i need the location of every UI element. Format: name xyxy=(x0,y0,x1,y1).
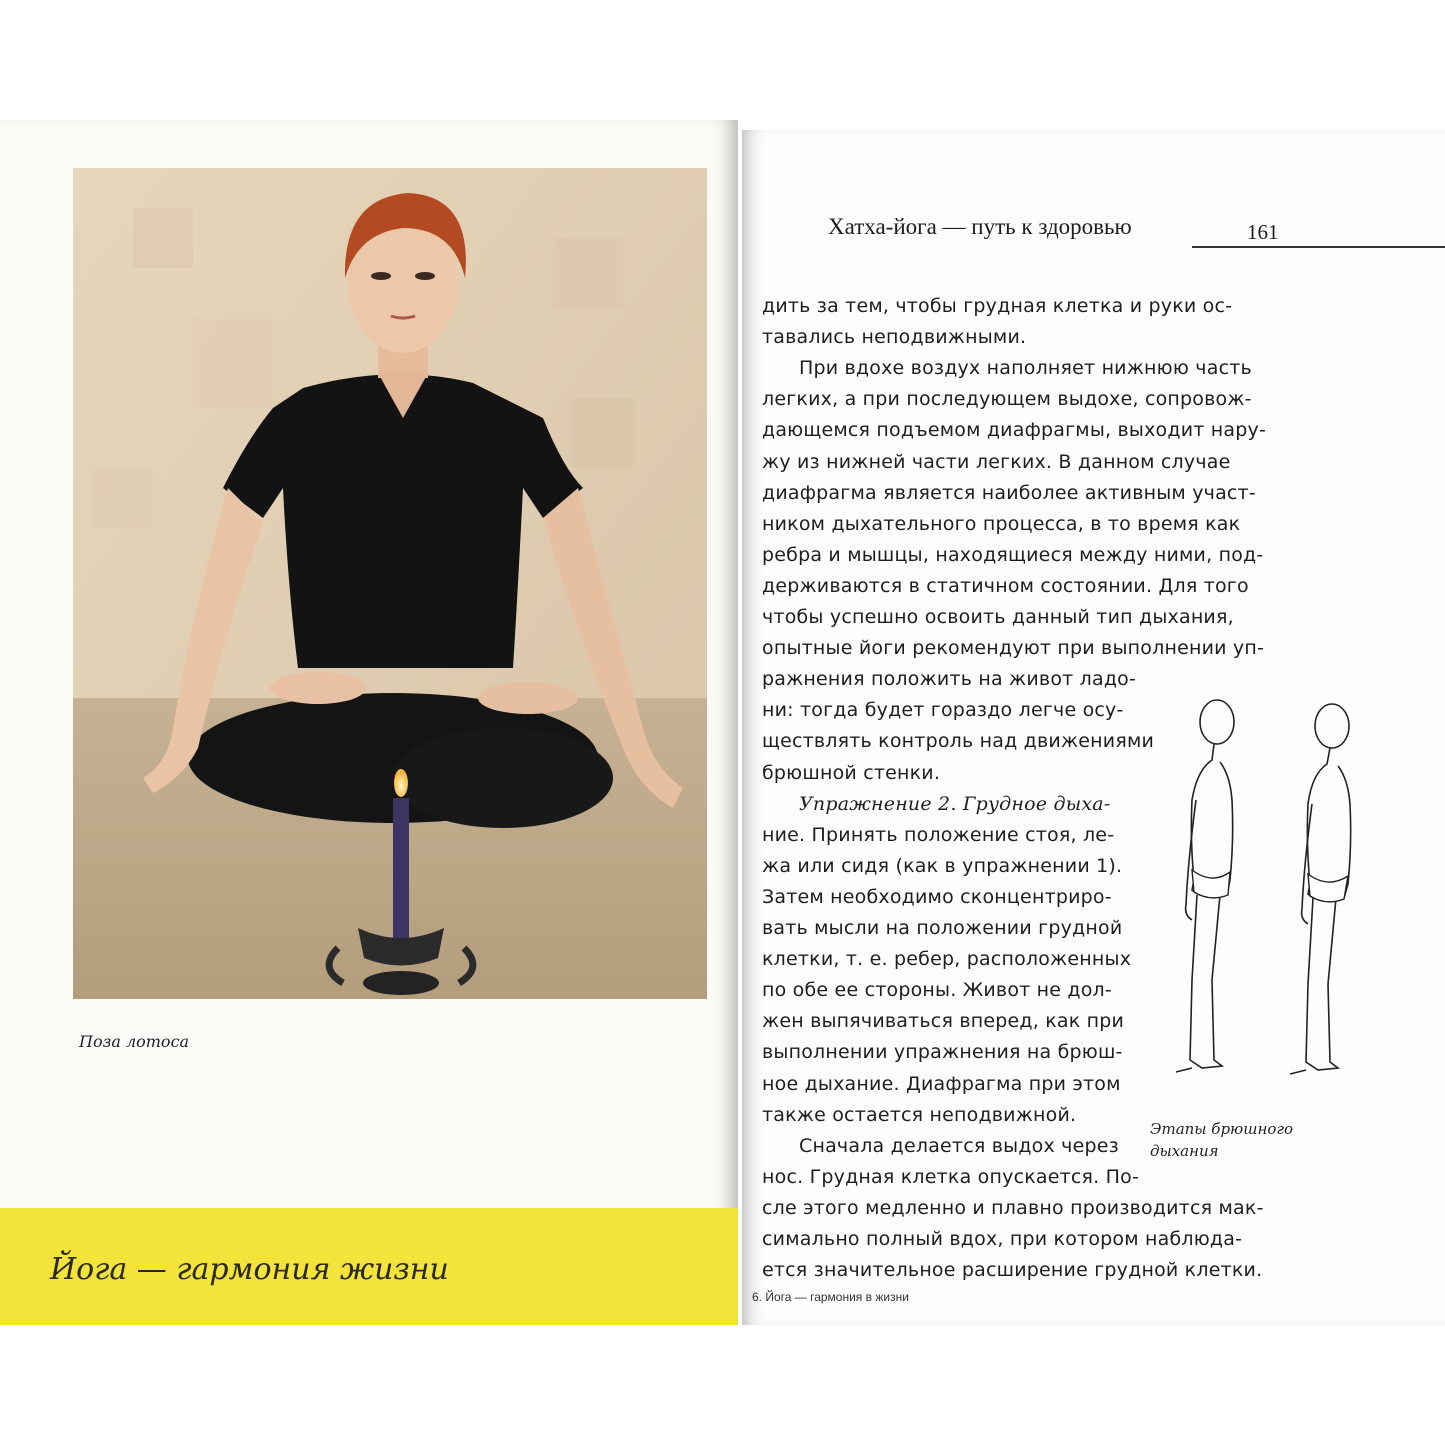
text-line: Сначала делается выдох через xyxy=(799,1134,1119,1157)
text-line: чтобы успешно освоить данный тип дыхания, xyxy=(762,606,1234,628)
standing-figures-illustration xyxy=(1162,690,1387,1090)
text-line: дающемся подъемом диафрагмы, выходит нару- xyxy=(762,419,1266,442)
text-line: ником дыхательного процесса, в то время как xyxy=(762,512,1241,535)
text-line: диафрагма является наиболее активным участ- xyxy=(762,481,1256,504)
text-line: жен выпячиваться вперед, как при xyxy=(762,1010,1125,1033)
photo-caption: Поза лотоса xyxy=(79,1032,190,1051)
text-line: сле этого медленно и плавно производится мак- xyxy=(762,1196,1264,1219)
text-line: ное дыхание. Диафрагма при этом xyxy=(762,1072,1121,1095)
text-line: выполнении упражнения на брюш- xyxy=(762,1041,1123,1064)
text-line: опытные йоги рекомендуют при выполнении уп- xyxy=(762,637,1265,660)
page-number: 161 xyxy=(1247,220,1279,244)
text-line: дить за тем, чтобы грудная клетка и руки ос- xyxy=(762,295,1233,317)
text-line: вать мысли на положении грудной xyxy=(762,917,1123,939)
lotus-pose-illustration xyxy=(73,168,707,999)
text-line: жу из нижней части легких. В данном случае xyxy=(762,450,1231,473)
right-page xyxy=(742,130,1445,1325)
figure-caption: Этапы брюшного дыхания xyxy=(1150,1120,1293,1160)
text-line: ществлять контроль над движениями xyxy=(762,730,1155,753)
running-head: Хатха-йога — путь к здоровью xyxy=(828,214,1132,239)
text-line: по обе ее стороны. Живот не дол- xyxy=(762,979,1112,1002)
text-line: легких, а при последующем выдохе, сопровож- xyxy=(762,388,1252,411)
yellow-footer-band xyxy=(0,1208,738,1325)
text-line: Затем необходимо сконцентриро- xyxy=(762,885,1112,908)
text-line: держиваются в статичном состоянии. Для того xyxy=(762,574,1249,597)
lotus-pose-photo xyxy=(73,168,707,999)
text-line: При вдохе воздух наполняет нижнюю часть xyxy=(799,357,1252,380)
signature-footer: 6. Йога — гармония в жизни xyxy=(752,1290,909,1304)
text-line: ребра и мышцы, находящиеся между ними, под- xyxy=(762,543,1264,566)
text-line: ется значительное расширение грудной клетки. xyxy=(762,1259,1263,1282)
left-page xyxy=(0,120,738,1325)
text-line: жа или сидя (как в упражнении 1). xyxy=(762,854,1123,877)
header-rule xyxy=(1192,246,1445,248)
text-line: симально полный вдох, при котором наблюда- xyxy=(762,1228,1243,1250)
text-line: ражнения положить на живот ладо- xyxy=(762,668,1137,691)
text-line: также остается неподвижной. xyxy=(762,1103,1077,1126)
text-line: нос. Грудная клетка опускается. По- xyxy=(762,1165,1140,1188)
breathing-figure xyxy=(1162,690,1387,1090)
text-line: ни: тогда будет гораздо легче осу- xyxy=(762,699,1124,722)
book-title: Йога — гармония жизни xyxy=(50,1252,449,1287)
text-line: клетки, т. е. ребер, расположенных xyxy=(762,948,1132,971)
text-line: брюшной стенки. xyxy=(762,761,941,784)
text-line: тавались неподвижными. xyxy=(762,326,1027,349)
text-line: Упражнение 2. Грудное дыха- xyxy=(799,792,1111,815)
text-line: ние. Принять положение стоя, ле- xyxy=(762,823,1115,846)
